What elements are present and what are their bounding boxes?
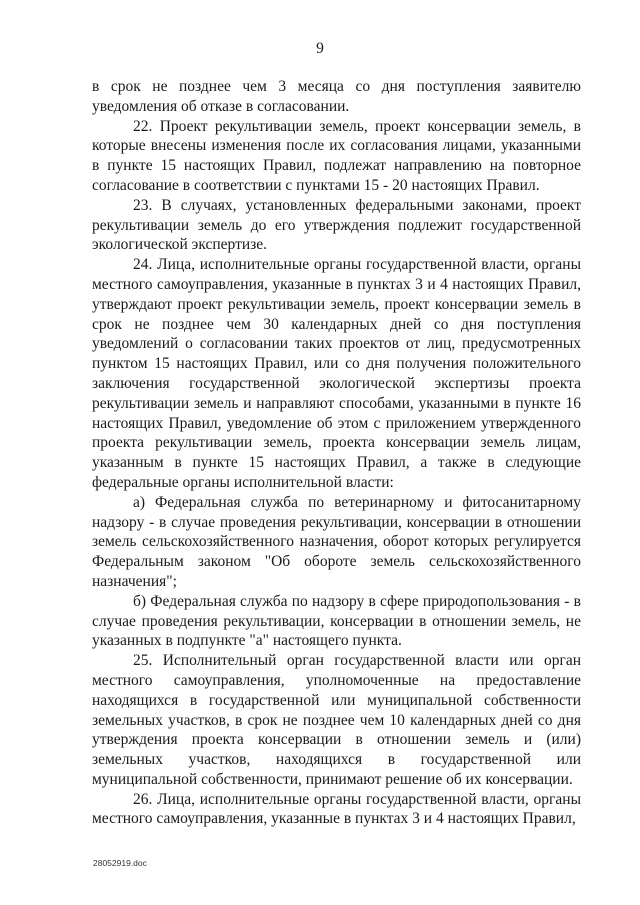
paragraph-25: 25. Исполнительный орган государственной власти или орган местного самоуправления, уполномоченные на предоставление находящихся в государственной или муниципальной собственности земельных участков, в срок не позднее чем 10 календарных дней со дня утверждения проекта консервации в отношении земель и (или) земельных участков, находящихся в государственной или муниципальной собственности, принимают решение об их консервации. (92, 652, 581, 788)
paragraph-23: 23. В случаях, установленных федеральными законами, проект рекультивации земель до его утверждения подлежит государственной экологической экспертизе. (92, 196, 581, 254)
document-body (92, 77, 581, 829)
paragraph-24-b: б) Федеральная служба по надзору в сфере природопользования - в случае проведения рекультивации, консервации в отношении земель, не указанных в подпункте "а" настоящего пункта. (92, 592, 581, 650)
paragraph-24: 24. Лица, исполнительные органы государственной власти, органы местного самоуправления, указанные в пунктах 3 и 4 настоящих Правил, утверждают проект рекультивации земель, проект консервации земель в срок не позднее чем 30 календарных дней со дня поступления уведомлений о согласовании таких проектов от лиц, предусмотренных пунктом 15 настоящих Правил, или со дня получения положительного заключения государственной экологической экспертизы проекта рекультивации земель и направляют способами, указанными в пункте 16 настоящих Правил, уведомление об этом с приложением утвержденного проекта рекультивации земель, проекта консервации земель лицам, указанным в пункте 15 настоящих Правил, а также в следующие федеральные органы исполнительной власти: (92, 256, 581, 491)
paragraph-22: 22. Проект рекультивации земель, проект консервации земель, в которые внесены изменения после их согласования лицами, указанными в пункте 15 настоящих Правил, подлежат направлению на повторное согласование в соответствии с пунктами 15 - 20 настоящих Правил. (92, 117, 581, 194)
paragraph-26: 26. Лица, исполнительные органы государственной власти, органы местного самоуправления, указанные в пунктах 3 и 4 настоящих Правил, (92, 790, 581, 828)
document-filename: 28052919.doc (93, 858, 147, 868)
page-number: 9 (316, 40, 324, 57)
paragraph-24-a: а) Федеральная служба по ветеринарному и фитосанитарному надзору - в случае проведения рекультивации, консервации в отношении земель сельскохозяйственного назначения, оборот которых регулируется Федеральным законом "Об обороте земель сельскохозяйственного назначения"; (92, 493, 581, 590)
paragraph-continuation: в срок не позднее чем 3 месяца со дня поступления заявителю уведомления об отказе в согласовании. (92, 78, 581, 115)
